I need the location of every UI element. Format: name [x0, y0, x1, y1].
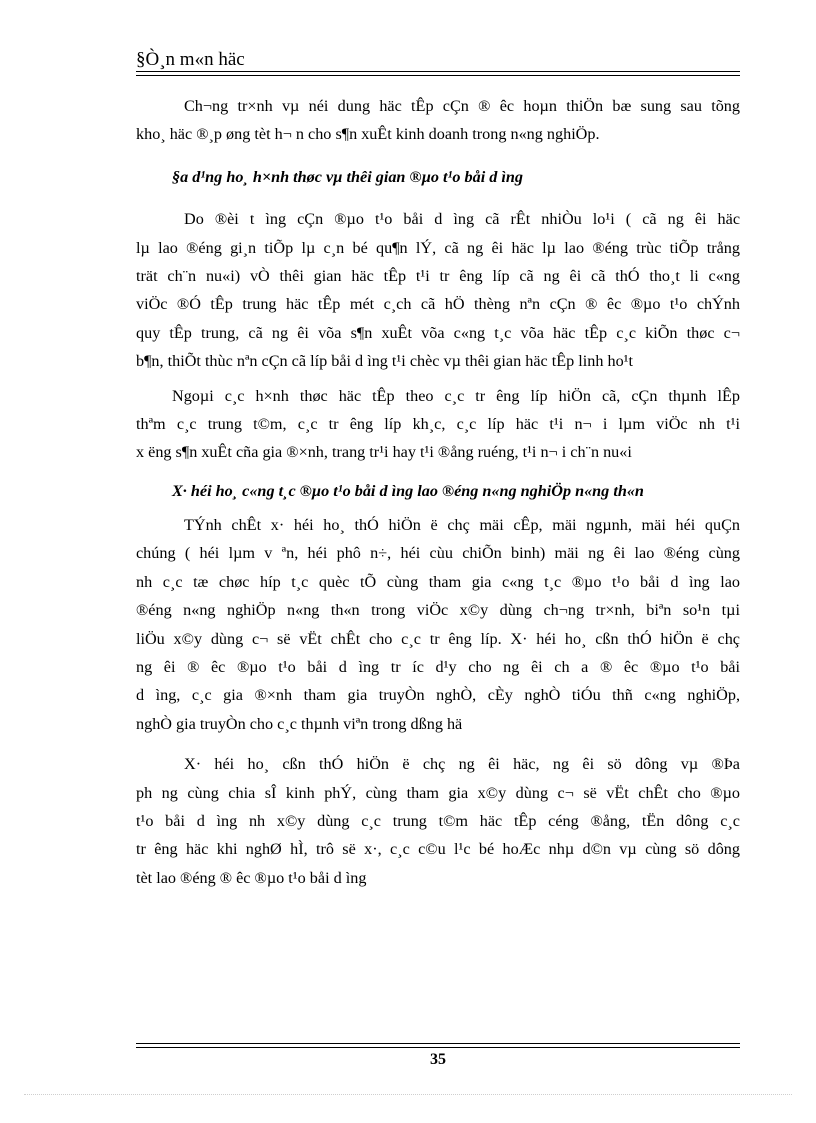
text-line: t¹o båi d ìng nh x©y dùng c¸c trung t©m häc tÊp céng ®ång, tËn dông c¸c — [136, 811, 740, 830]
text-line: ph ng cùng chia sÎ kinh phÝ, cùng tham gia x©y dùng c¬ së vËt chÊt cho ®µo — [136, 783, 740, 802]
header-rule — [136, 71, 740, 72]
page-header — [136, 48, 740, 72]
footer-rule-secondary — [136, 1047, 740, 1048]
text-line: viÖc ®Ó tÊp trung häc tÊp mét c¸ch cã hÖ thèng nªn cÇn ® êc ®µo t¹o chÝnh — [136, 295, 740, 314]
body-text — [136, 92, 740, 892]
text-line: ng êi ® êc ®µo t¹o båi d ìng tr íc d¹y cho ng êi ch a ® êc ®µo t¹o båi — [136, 658, 740, 677]
text-line: Ch¬ng tr×nh vµ néi dung häc tÊp cÇn ® êc hoµn thiÖn bæ sung sau tõng — [184, 97, 740, 115]
text-line: b¶n, thiÕt thùc nªn cÇn cã líp båi d ìng t¹i chèc vµ thêi gian häc tÊp linh ho¹t — [136, 352, 634, 371]
text-line: nghÒ gia truyÒn cho c¸c thµnh viªn trong dßng hä — [136, 714, 463, 733]
page-break-line — [24, 1094, 792, 1095]
section-heading: §a d¹ng ho¸ h×nh thøc vµ thêi gian ®µo t¹o båi d ìng — [172, 167, 524, 186]
text-line: tèt lao ®éng ® êc ®µo t¹o båi d ìng — [136, 868, 367, 887]
text-line: ®éng n«ng nghiÖp n«ng th«n trong viÖc x©y dùng ch¬ng tr×nh, biªn so¹n tµi — [136, 601, 740, 620]
text-line: d ìng, c¸c gia ®×nh tham gia truyÒn nghÒ, cÈy nghÒ tiÓu thñ c«ng nghiÖp, — [136, 686, 740, 705]
page-number: 35 — [430, 1051, 446, 1068]
text-line: lµ lao ®éng gi¸n tiÕp lµ c¸n bé qu¶n lÝ, cã ng êi häc lµ lao ®éng trùc tiÕp trång — [136, 238, 740, 257]
section-heading: X· héi ho¸ c«ng t¸c ®µo t¹o båi d ìng lao ®éng n«ng nghiÖp n«ng th«n — [172, 481, 644, 500]
text-line: trät ch¨n nu«i) vÒ thêi gian häc tÊp t¹i tr êng líp cã ng êi cã thÓ tho¸t li c«ng — [136, 266, 740, 285]
text-line: kho¸ häc ®¸p øng tèt h¬ n cho s¶n xuÊt kinh doanh trong n«ng nghiÖp. — [136, 125, 600, 144]
footer-rule — [136, 1043, 740, 1044]
text-line: Ngoµi c¸c h×nh thøc häc tÊp theo c¸c tr êng líp hiÖn cã, cÇn thµnh lÊp — [172, 386, 740, 405]
text-line: tr êng häc khi nghØ hÌ, trô së x·, c¸c c©u l¹c bé hoÆc nhµ d©n vµ cùng sö dông — [136, 840, 740, 859]
text-line: nh c¸c tæ chøc híp t¸c quèc tÕ cùng tham gia c«ng t¸c ®µo t¹o båi d ìng lao — [136, 572, 740, 591]
text-line: TÝnh chÊt x· héi ho¸ thÓ hiÖn ë chç mäi cÊp, mäi ngµnh, mäi héi quÇn — [184, 516, 740, 535]
text-line: thªm c¸c trung t©m, c¸c tr êng líp kh¸c, c¸c líp häc t¹i n¬ i lµm viÖc nh t¹i — [136, 414, 740, 433]
text-line: Do ®èi t ìng cÇn ®µo t¹o båi d ìng cã rÊt nhiÒu lo¹i ( cã ng êi häc — [184, 210, 740, 229]
text-line: chúng ( héi lµm v ªn, héi phô n÷, héi cùu chiÕn binh) mäi ng êi lao ®éng cùng — [136, 544, 740, 563]
header-rule-secondary — [136, 75, 740, 76]
text-line: X· héi ho¸ cßn thÓ hiÖn ë chç ng êi häc, ng êi sö dông vµ ®Þa — [184, 755, 740, 774]
text-line: x ëng s¶n xuÊt cña gia ®×nh, trang tr¹i hay t¹i ®ång ruéng, t¹i n¬ i ch¨n nu«i — [136, 443, 632, 462]
header-title: §Ò¸n m«n häc — [136, 49, 245, 70]
text-line: liÖu x©y dùng c¬ së vËt chÊt cho c¸c tr êng líp. X· héi ho¸ cßn thÓ hiÖn ë chç — [136, 629, 740, 648]
text-line: quy tÊp trung, cã ng êi võa s¶n xuÊt võa c«ng t¸c võa häc tÊp c¸c kiÕn thøc c¬ — [136, 323, 740, 342]
